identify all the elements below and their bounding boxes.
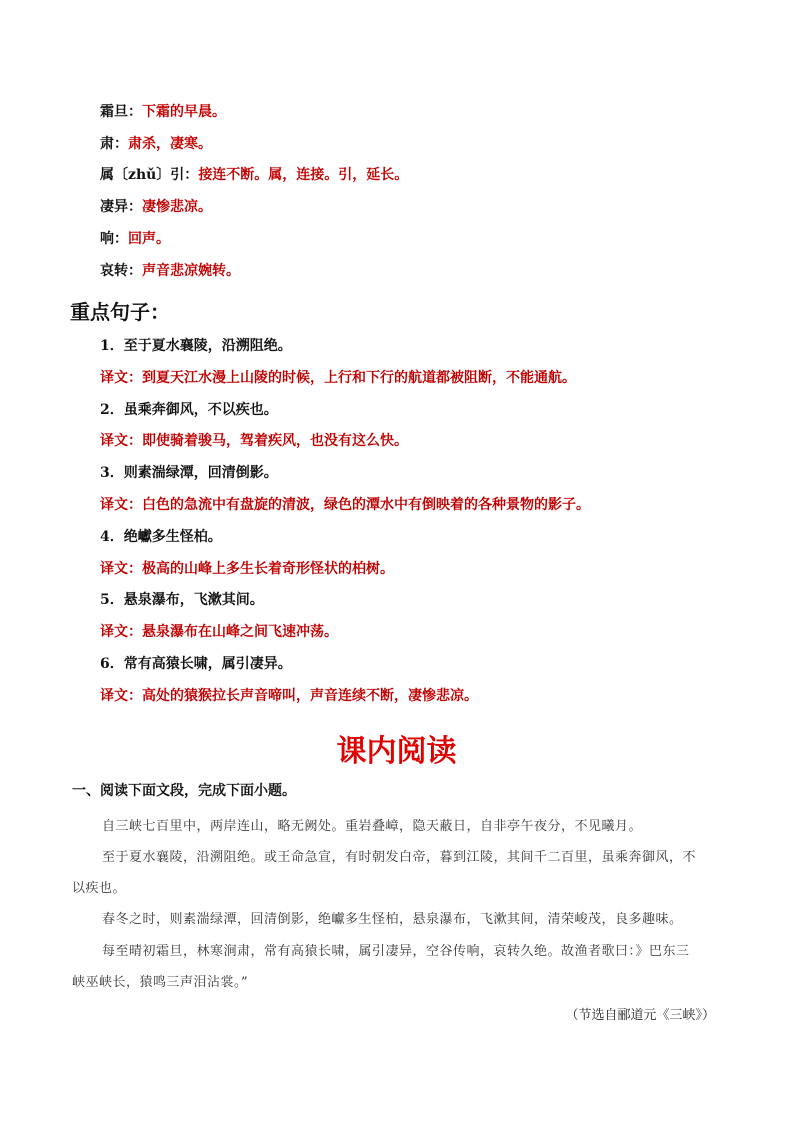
passage-source: （节选自郦道元《三峡》） bbox=[565, 1008, 715, 1023]
gloss-item bbox=[100, 103, 226, 121]
sentence-translation: 译文：白色的急流中有盘旋的清波，绿色的潭水中有倒映着的各种景物的影子。 bbox=[100, 497, 590, 513]
passage-line: 以疾也。 bbox=[72, 881, 127, 896]
gloss-term: 属〔zhǔ〕引： bbox=[100, 167, 199, 183]
gloss-term: 肃： bbox=[100, 136, 128, 152]
sentence-translation: 译文：即使骑着骏马，驾着疾风，也没有这么快。 bbox=[100, 433, 408, 449]
gloss-term: 响： bbox=[100, 231, 128, 247]
section-title: 课内阅读 bbox=[336, 734, 457, 769]
gloss-def: 回声。 bbox=[128, 231, 170, 247]
key-sentence: 2．虽乘奔御风，不以疾也。 bbox=[100, 402, 278, 418]
gloss-def: 声音悲凉婉转。 bbox=[142, 263, 240, 279]
gloss-item bbox=[100, 198, 212, 216]
gloss-term: 凄异： bbox=[100, 199, 142, 215]
gloss-item bbox=[100, 135, 212, 153]
passage-line: 春冬之时，则素湍绿潭，回清倒影，绝巘多生怪柏，悬泉瀑布，飞漱其间，清荣峻茂，良多趣味。 bbox=[102, 912, 683, 927]
sentence-translation: 译文：悬泉瀑布在山峰之间飞速冲荡。 bbox=[100, 624, 338, 640]
sentence-translation: 译文：高处的猿猴拉长声音啼叫，声音连续不断，凄惨悲凉。 bbox=[100, 688, 478, 704]
gloss-item bbox=[100, 262, 240, 280]
passage-line: 峡巫峡长，猿鸣三声泪沾裳。” bbox=[72, 975, 249, 990]
gloss-def: 接连不断。属，连接。引，延长。 bbox=[198, 167, 409, 183]
question-prompt: 一、阅读下面文段，完成下面小题。 bbox=[72, 783, 296, 799]
gloss-term: 霜旦： bbox=[100, 104, 142, 120]
gloss-def: 肃杀，凄寒。 bbox=[128, 136, 212, 152]
gloss-def: 凄惨悲凉。 bbox=[142, 199, 212, 215]
gloss-term: 哀转： bbox=[100, 263, 142, 279]
gloss-item bbox=[100, 230, 170, 248]
key-sentence: 4．绝巘多生怪柏。 bbox=[100, 529, 222, 545]
passage-line: 至于夏水襄陵，沿溯阻绝。或王命急宣，有时朝发白帝，暮到江陵，其间千二百里，虽乘奔御风，不 bbox=[102, 850, 697, 865]
key-sentence: 3．则素湍绿潭，回清倒影。 bbox=[100, 465, 278, 481]
sentence-translation: 译文：极高的山峰上多生长着奇形怪状的柏树。 bbox=[100, 561, 394, 577]
key-sentence: 1．至于夏水襄陵，沿溯阻绝。 bbox=[100, 338, 292, 354]
key-sentences-heading: 重点句子： bbox=[70, 300, 170, 324]
passage-line: 每至晴初霜旦，林寒涧肃，常有高猿长啸，属引凄异，空谷传响，哀转久绝。故渔者歌曰：》巴东三 bbox=[102, 944, 690, 959]
sentence-translation: 译文：到夏天江水漫上山陵的时候，上行和下行的航道都被阻断，不能通航。 bbox=[100, 370, 576, 386]
key-sentence: 5．悬泉瀑布，飞漱其间。 bbox=[100, 592, 264, 608]
gloss-item bbox=[100, 166, 408, 184]
key-sentence: 6．常有高猿长啸，属引凄异。 bbox=[100, 656, 292, 672]
passage-line: 自三峡七百里中，两岸连山，略无阙处。重岩叠嶂，隐天蔽日，自非亭午夜分，不见曦月。 bbox=[102, 819, 643, 834]
gloss-def: 下霜的早晨。 bbox=[142, 104, 226, 120]
